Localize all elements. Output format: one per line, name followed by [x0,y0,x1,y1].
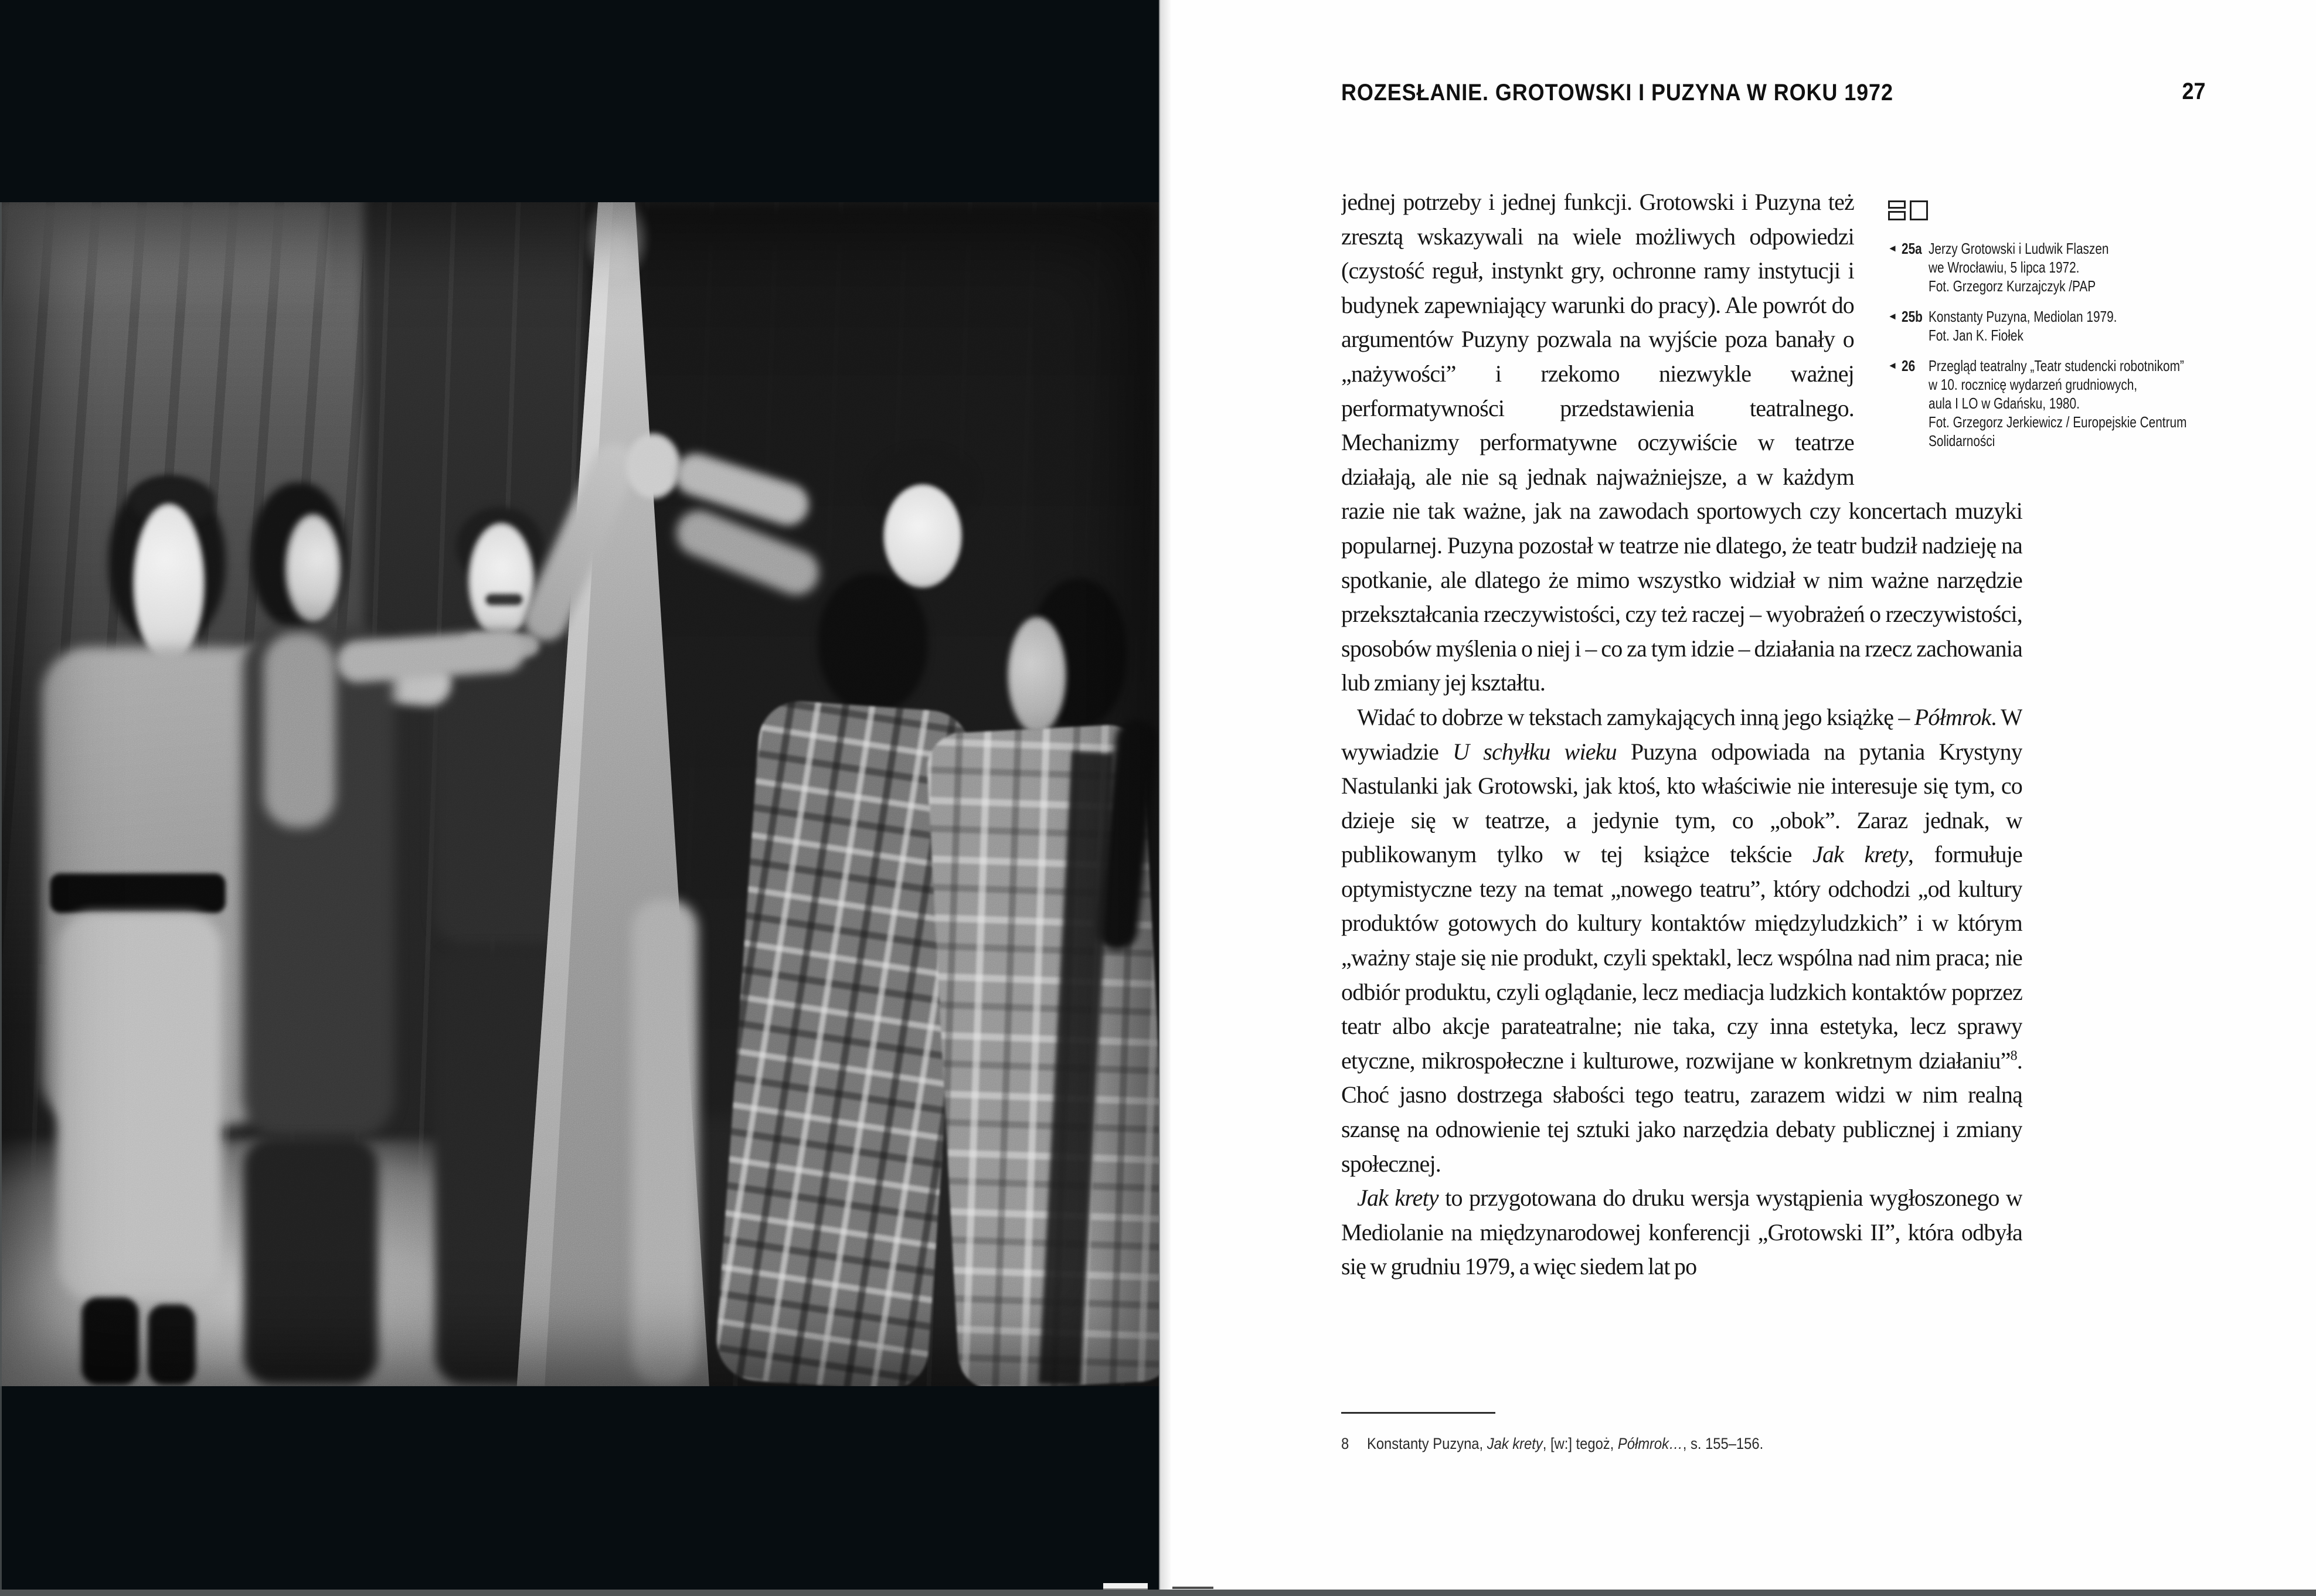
caption-text-line: Fot. Jan K. Fiołek [1929,326,2023,344]
left-arrow-icon: ◄ [1888,311,1897,322]
caption-text-line: Jerzy Grotowski i Ludwik Flaszen [1929,240,2109,257]
right-page [1159,0,2316,1596]
caption-text-line: Fot. Grzegorz Kurzajczyk /PAP [1929,277,2096,295]
gutter-shadow [1159,0,1172,1596]
caption-float-spacer [1854,185,2022,490]
film-grain-overlay [0,202,1159,1386]
caption-text-line: Przegląd teatralny „Teatr studencki robotnikom” [1929,357,2184,375]
body-paragraph: Jak krety to przygotowana do druku wersja wystąpienia wygłoszonego w Mediolanie na międzynarodowej konferencji „Grotowski II”, która odbyła się w grudniu 1979, a więc siedem lat po [1341,1185,2022,1280]
caption-number: 25b [1902,308,1923,325]
caption-text-line: Fot. Grzegorz Jerkiewicz / Europejskie Centrum [1929,413,2187,431]
left-arrow-icon: ◄ [1888,360,1897,371]
caption-number: 26 [1902,357,1916,375]
running-title: ROZESŁANIE. GROTOWSKI I PUZYNA W ROKU 1972 [1341,80,1893,106]
caption-text-line: w 10. rocznicę wydarzeń grudniowych, [1929,376,2138,393]
stage-photo [0,202,1159,1386]
body-text [1341,185,2022,1407]
caption-text-line: aula I LO w Gdańsku, 1980. [1929,394,2080,412]
body-paragraph: jednej potrzeby i jednej funkcji. Grotowski i Puzyna też zresztą wskazywali na wiele możliwych odpowiedzi (czystość reguł, instynkt gry, ochronne ramy instytucji i budynek zapewniający warunki do pracy). Ale powrót do argumentów Puzyny pozwala na wyjście poza banały o „nażywości” i rzekomo niezwykle ważnej performatywności przedstawienia teatralnego. Mechanizmy performatywne oczywiście w teatrze działają, ale nie są jednak najważniejsze, a w każdym razie nie tak ważne, jak na zawodach sportowych czy koncertach muzyki popularnej. Puzyna pozostał w teatrze nie dlatego, że teatr budził nadzieję na spotkanie, ale dlatego że mimo wszystko widział w nim ważne narzędzie przekształcania rzeczywistości, czy też raczej – wyobrażeń o rzeczywistości, sposobów myślenia o niej i – co za tym idzie – działania na rzecz zachowania lub zmiany jej kształtu. [1341,189,2022,696]
footnote-text: Konstanty Puzyna, Jak krety, [w:] tegoż, Półmrok…, s. 155–156. [1367,1435,1764,1452]
scan-bottom-strip [0,1590,2316,1596]
caption-text-line: Solidarności [1929,432,1995,450]
page-number: 27 [2181,79,2205,104]
scan-left-edge [0,202,2,1596]
footnote [1341,1434,2063,1454]
footnote-number: 8 [1341,1435,1349,1452]
gutter-line [1159,0,1160,1596]
left-arrow-icon: ◄ [1888,243,1897,254]
footnote-rule [1341,1412,1495,1414]
caption-text-line: Konstanty Puzyna, Mediolan 1979. [1929,308,2117,325]
body-paragraph: Widać to dobrze w tekstach zamykających inną jego książkę – Półmrok. W wywiadzie U schyłku wieku Puzyna odpowiada na pytania Krystyny Nastulanki jak Grotowski, jak ktoś, kto właściwie nie interesuje się tym, co dzieje się w teatrze, a jedynie tym, co „obok”. Zaraz jednak, w publikowanym tylko w tej książce tekście Jak krety, formułuje optymistyczne tezy na temat „nowego teatru”, który odchodzi „od kultury produktów gotowych do kultury kontaktów międzyludzkich” i w którym „ważny staje się nie produkt, czyli spektakl, lecz wspólna nad nim praca; nie odbiór produktu, czyli oglądanie, lecz mediacja ludzkich kontaktów poprzez teatr albo akcje parateatralne; nie taka, czy inna estetyka, lecz sprawy etyczne, mikrospołeczne i kulturowe, rozwijane w konkretnym działaniu”$^8$. Choć jasno dostrzega słabości tego teatru, zarazem widzi w nim realną szansę na odnowienie tej sztuki jako narzędzia debaty publicznej i zmiany społecznej. [1341,703,2022,1177]
caption-text-line: we Wrocławiu, 5 lipca 1972. [1929,258,2080,276]
caption-number: 25a [1902,240,1922,257]
page-edge-tab-right [1172,1587,1213,1589]
